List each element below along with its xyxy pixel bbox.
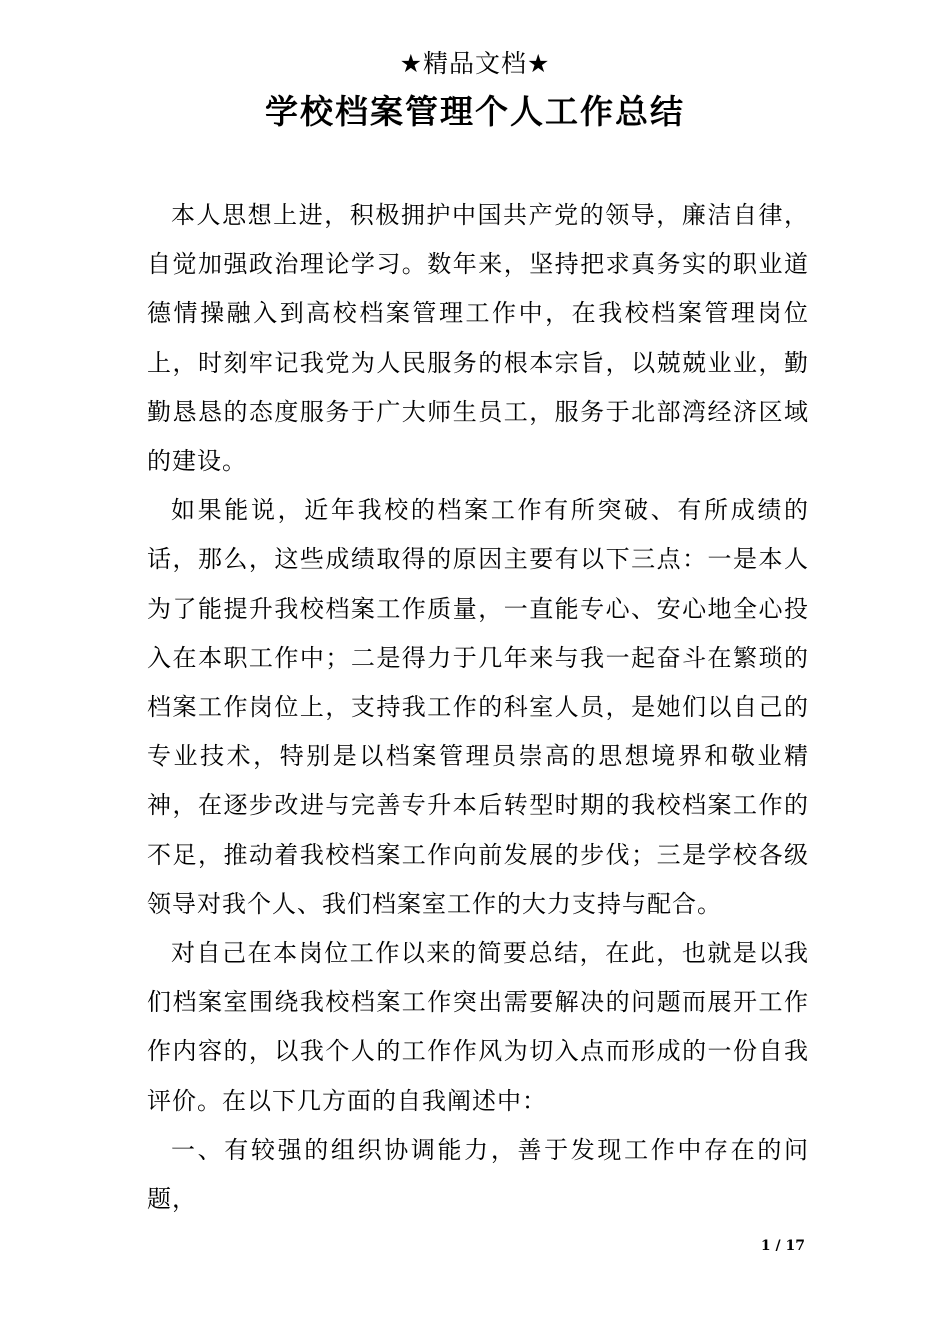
document-body bbox=[147, 191, 809, 1224]
document-title: 学校档案管理个人工作总结 bbox=[265, 92, 685, 131]
page-number: 1 / 17 bbox=[760, 1238, 805, 1254]
paragraph: 如果能说，近年我校的档案工作有所突破、有所成绩的话，那么，这些成绩取得的原因主要有以下三点：一是本人为了能提升我校档案工作质量，一直能专心、安心地全心投入在本职工作中；二是得力于几年来与我一起奋斗在繁琐的档案工作岗位上，支持我工作的科室人员，是她们以自己的专业技术，特别是以档案管理员崇高的思想境界和敬业精神，在逐步改进与完善专升本后转型时期的我校档案工作的不足，推动着我校档案工作向前发展的步伐；三是学校各级领导对我个人、我们档案室工作的大力支持与配合。 bbox=[147, 496, 809, 918]
paragraph: 一、有较强的组织协调能力，善于发现工作中存在的问题， bbox=[147, 1135, 809, 1214]
paragraph: 本人思想上进，积极拥护中国共产党的领导，廉洁自律，自觉加强政治理论学习。数年来，坚持把求真务实的职业道德情操融入到高校档案管理工作中，在我校档案管理岗位上，时刻牢记我党为人民服务的根本宗旨，以兢兢业业，勤勤恳恳的态度服务于广大师生员工，服务于北部湾经济区域的建设。 bbox=[147, 201, 809, 476]
paragraph: 对自己在本岗位工作以来的简要总结，在此，也就是以我们档案室围绕我校档案工作突出需要解决的问题而展开工作作内容的，以我个人的工作作风为切入点而形成的一份自我评价。在以下几方面的自我阐述中： bbox=[147, 939, 809, 1115]
document-header-mark: ★精品文档★ bbox=[399, 49, 551, 78]
